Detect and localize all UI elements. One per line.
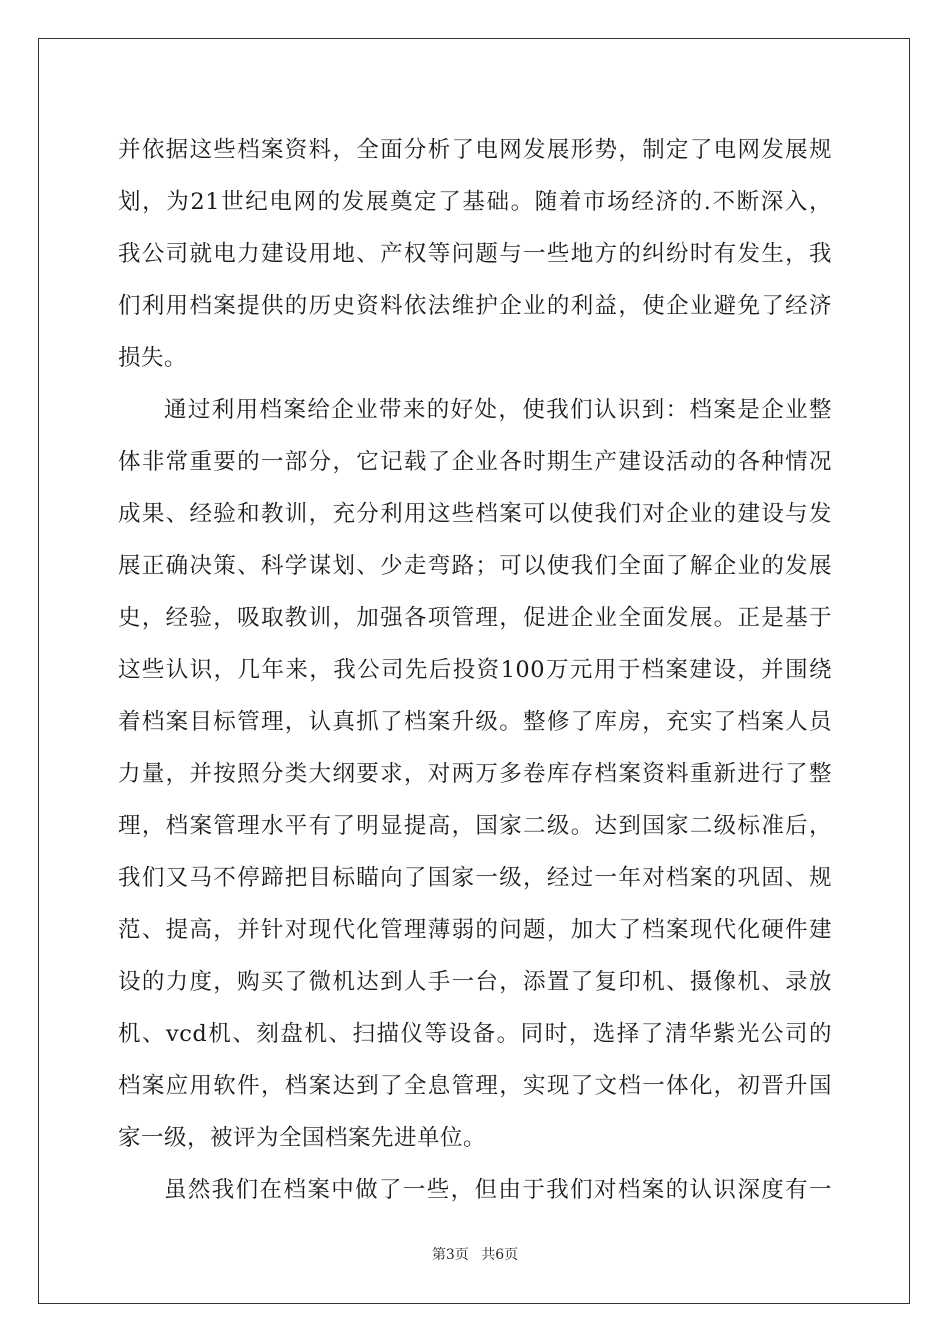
page-total: 共6页 <box>481 1247 519 1263</box>
text-line: 我公司就电力建设用地、产权等问题与一些地方的纠纷时有发生，我 <box>118 241 832 267</box>
text-line: 我们又马不停蹄把目标瞄向了国家一级，经过一年对档案的巩固、规 <box>118 865 832 891</box>
document-body <box>118 124 832 1216</box>
text-line: 理，档案管理水平有了明显提高，国家二级。达到国家二级标准后， <box>118 813 832 839</box>
text-line: 设的力度，购买了微机达到人手一台，添置了复印机、摄像机、录放 <box>118 969 832 995</box>
text-line: 通过利用档案给企业带来的好处，使我们认识到：档案是企业整 <box>164 397 832 423</box>
text-line: 并依据这些档案资料，全面分析了电网发展形势，制定了电网发展规 <box>118 137 832 163</box>
text-line: 这些认识，几年来，我公司先后投资100万元用于档案建设，并围绕 <box>118 657 832 683</box>
text-line: 史，经验，吸取教训，加强各项管理，促进企业全面发展。正是基于 <box>118 605 832 631</box>
text-line: 虽然我们在档案中做了一些，但由于我们对档案的认识深度有一 <box>164 1177 832 1203</box>
text-line: 划，为21世纪电网的发展奠定了基础。随着市场经济的.不断深入， <box>118 189 832 215</box>
text-line: 范、提高，并针对现代化管理薄弱的问题，加大了档案现代化硬件建 <box>118 917 832 943</box>
text-line: 档案应用软件，档案达到了全息管理，实现了文档一体化，初晋升国 <box>118 1073 832 1099</box>
text-line: 们利用档案提供的历史资料依法维护企业的利益，使企业避免了经济 <box>118 293 832 319</box>
page-footer <box>0 1244 950 1264</box>
text-line: 力量，并按照分类大纲要求，对两万多卷库存档案资料重新进行了整 <box>118 761 832 787</box>
text-line: 家一级，被评为全国档案先进单位。 <box>118 1125 487 1151</box>
text-line: 机、vcd机、刻盘机、扫描仪等设备。同时，选择了清华紫光公司的 <box>118 1021 832 1047</box>
text-line: 着档案目标管理，认真抓了档案升级。整修了库房，充实了档案人员 <box>118 709 832 735</box>
text-line: 体非常重要的一部分，它记载了企业各时期生产建设活动的各种情况 <box>118 449 832 475</box>
text-line: 损失。 <box>118 345 188 371</box>
text-line: 展正确决策、科学谋划、少走弯路；可以使我们全面了解企业的发展 <box>118 553 832 579</box>
text-line: 成果、经验和教训，充分利用这些档案可以使我们对企业的建设与发 <box>118 501 832 527</box>
page-number: 第3页 <box>431 1247 469 1263</box>
